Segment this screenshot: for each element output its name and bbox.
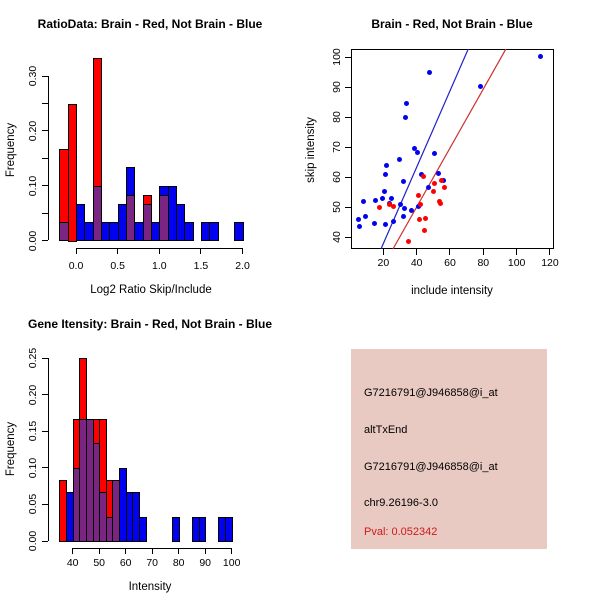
ratio-hist-x-tick — [76, 248, 77, 254]
probe-id-text: G7216791@J946858@i_at — [364, 386, 498, 399]
scatter-y-tick-label: 80 — [331, 111, 343, 124]
scatter-point-blue — [383, 172, 388, 177]
ratio-hist-y-tick — [42, 185, 48, 186]
ratio-hist-y-tick — [42, 240, 48, 241]
scatter-y-tick-label: 60 — [331, 171, 343, 184]
gene-hist-x-tick — [205, 548, 206, 554]
gene-hist-y-tick-label: 0.20 — [27, 384, 39, 405]
gene-hist-y-tick-label: 0.15 — [27, 420, 39, 442]
ratio-hist-x-tick — [242, 248, 243, 254]
scatter-point-red — [439, 178, 444, 183]
ratio-hist-y-axis — [48, 76, 49, 240]
scatter-x-tick-label: 100 — [507, 256, 526, 269]
gene-hist-x-tick-label: 50 — [93, 557, 106, 569]
scatter-xlabel: include intensity — [411, 285, 493, 297]
gene-hist-x-tick — [99, 548, 100, 554]
scatter-x-tick-label: 120 — [541, 256, 559, 269]
gene-hist-x-tick — [231, 548, 232, 554]
pval-text: Pval: 0.052342 — [364, 525, 438, 538]
ratio-hist-bar-blue — [184, 222, 193, 241]
scatter-y-tick-label: 50 — [331, 201, 343, 214]
gene-hist-y-tick-label: 0.10 — [27, 457, 39, 479]
gene-hist-x-tick-label: 90 — [199, 557, 212, 569]
gene-hist-x-tick — [125, 548, 126, 554]
scatter-y-tick-label: 100 — [331, 48, 343, 67]
ratio-hist-x-tick-label: 1.5 — [193, 259, 209, 272]
gene-hist-x-tick — [152, 548, 153, 554]
ratio-hist-title: RatioData: Brain - Red, Not Brain - Blue — [37, 17, 263, 31]
ratio-hist-ylabel: Frequency — [5, 122, 17, 178]
scatter-point-blue — [415, 150, 420, 155]
scatter-y-tick-label: 90 — [331, 81, 343, 94]
gene-hist-ylabel: Frequency — [5, 421, 17, 477]
scatter-y-tick-label: 40 — [331, 231, 343, 244]
gene-hist-x-tick-label: 60 — [119, 557, 132, 569]
gene-hist-bar-blue — [172, 517, 180, 542]
ratio-hist-x-tick-label: 2.0 — [235, 259, 250, 272]
ratio-hist-y-tick-label: 0.10 — [27, 175, 39, 196]
scatter-x-tick-label: 20 — [377, 256, 390, 269]
gene-hist-y-tick-label: 0.00 — [27, 530, 39, 552]
ratio-hist-bar-blue — [234, 222, 243, 241]
gene-hist-y-tick — [42, 431, 48, 432]
scatter-x-tick — [516, 249, 517, 255]
ratio-hist-x-tick — [117, 248, 118, 254]
scatter-x-tick-label: 40 — [410, 256, 423, 269]
ratio-hist-y-tick — [42, 213, 48, 214]
ratio-hist-x-tick-label: 0.5 — [110, 259, 125, 272]
ratio-hist-y-tick-label: 0.20 — [27, 120, 39, 142]
scatter-point-blue — [409, 208, 414, 213]
scatter-point-red — [391, 204, 396, 209]
gene-hist-y-tick-label: 0.25 — [27, 347, 39, 369]
scatter-point-blue — [436, 171, 441, 176]
splice-type-text: altTxEnd — [364, 424, 408, 436]
scatter-point-red — [377, 205, 382, 210]
gene-hist-x-tick — [72, 548, 73, 554]
ratio-hist-x-tick-label: 1.0 — [151, 259, 167, 272]
scatter-x-tick-label: 80 — [477, 256, 490, 269]
ratio-hist-x-tick — [200, 248, 201, 254]
scatter-ylabel: skip intensity — [305, 117, 317, 183]
ratio-hist-bar-blue — [209, 222, 218, 241]
scatter-point-blue — [391, 219, 396, 224]
gene-hist-bar-blue — [139, 517, 147, 542]
gene-hist-y-tick — [42, 358, 48, 359]
scatter-point-red — [431, 189, 436, 194]
scatter-x-tick — [449, 249, 450, 255]
scatter-x-tick — [383, 249, 384, 255]
scatter-x-tick-label: 60 — [444, 256, 456, 269]
gene-hist-x-tick-label: 80 — [172, 557, 185, 569]
gene-hist-y-tick — [42, 467, 48, 468]
scatter-x-tick — [483, 249, 484, 255]
ratio-hist-xlabel: Log2 Ratio Skip/Include — [90, 284, 212, 296]
scatter-point-blue — [382, 189, 387, 194]
scatter-fit-line-red — [393, 49, 506, 249]
probe-id-text-2: G7216791@J946858@i_at — [364, 460, 498, 473]
ratio-hist-y-tick-label: 0.30 — [27, 65, 39, 87]
gene-hist-y-tick — [42, 394, 48, 395]
ratio-hist-y-tick — [42, 158, 48, 159]
gene-hist-x-tick — [178, 548, 179, 554]
gene-hist-xlabel: Intensity — [128, 581, 172, 593]
gene-hist-y-tick-label: 0.05 — [27, 494, 39, 515]
ratio-hist-y-tick — [42, 130, 48, 131]
ratio-hist-y-tick — [42, 76, 48, 77]
gene-info-panel — [351, 349, 547, 549]
gene-hist-x-tick-label: 40 — [66, 557, 79, 569]
gene-hist-y-tick — [42, 541, 48, 542]
scatter-title: Brain - Red, Not Brain - Blue — [371, 17, 533, 31]
chromosome-location-text: chr9.26196-3.0 — [364, 497, 438, 510]
gene-hist-bar-blue — [225, 517, 233, 542]
scatter-x-tick — [416, 249, 417, 255]
scatter-point-blue — [384, 163, 389, 168]
scatter-regression-lines — [351, 49, 555, 249]
gene-hist-x-tick-label: 70 — [146, 557, 159, 569]
ratio-hist-x-tick-label: 0.0 — [68, 259, 84, 272]
gene-hist-y-tick — [42, 504, 48, 505]
gene-hist-bar-blue — [199, 517, 207, 542]
ratio-hist-y-tick — [42, 103, 48, 104]
scatter-point-red — [416, 193, 421, 198]
gene-hist-title: Gene Itensity: Brain - Red, Not Brain - Blue — [27, 317, 273, 331]
scatter-x-tick — [549, 249, 550, 255]
ratio-hist-x-tick — [159, 248, 160, 254]
scatter-point-red — [422, 228, 427, 233]
scatter-point-blue — [380, 196, 385, 201]
gene-hist-y-axis — [48, 358, 49, 541]
ratio-hist-y-tick-label: 0.00 — [27, 230, 39, 251]
scatter-y-tick-label: 70 — [331, 141, 343, 154]
gene-hist-x-tick-label: 100 — [222, 557, 241, 569]
